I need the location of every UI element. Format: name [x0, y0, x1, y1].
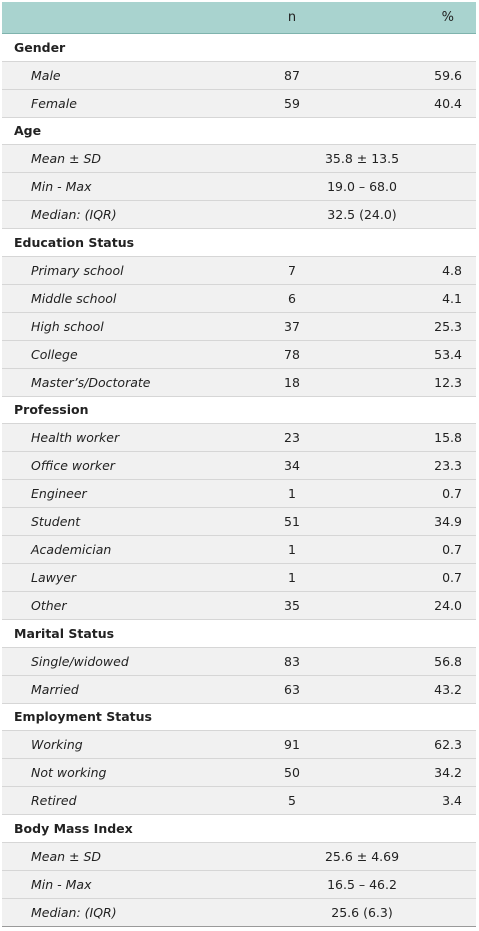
row-percent: 62.3	[434, 737, 462, 752]
row-percent: 23.3	[434, 458, 462, 473]
header-percent: %	[441, 10, 454, 25]
section-heading: Marital Status	[2, 620, 476, 648]
row-percent: 24.0	[434, 598, 462, 613]
row-label: Working	[31, 737, 83, 752]
section-heading: Age	[2, 118, 476, 146]
row-percent: 4.1	[442, 290, 462, 306]
row-label: Min - Max	[31, 179, 92, 194]
table-row	[2, 787, 476, 815]
row-percent: 3.4	[442, 793, 462, 808]
row-count: 34	[284, 458, 300, 473]
table-row	[2, 592, 476, 620]
row-percent: 0.7	[442, 486, 462, 501]
row-summary-value: 19.0 – 68.0	[327, 179, 397, 194]
row-count: 7	[288, 262, 296, 278]
table-row	[2, 369, 476, 397]
row-count: 1	[288, 486, 296, 501]
row-percent: 0.7	[442, 542, 462, 557]
table-row	[2, 508, 476, 536]
table-row	[2, 173, 476, 201]
row-percent: 25.3	[434, 318, 462, 334]
table-row	[2, 313, 476, 341]
row-label: Retired	[31, 793, 77, 808]
row-count: 91	[284, 737, 300, 752]
table-row	[2, 480, 476, 508]
row-label: Health worker	[31, 430, 120, 445]
table-row	[2, 341, 476, 369]
row-label: Office worker	[31, 458, 115, 473]
row-label: Married	[31, 681, 79, 697]
table-row	[2, 899, 476, 927]
section-heading: Gender	[2, 34, 476, 62]
row-label: Mean ± SD	[31, 151, 102, 166]
row-label: Min - Max	[31, 876, 92, 892]
section-heading: Education Status	[2, 229, 476, 257]
row-summary-value: 32.5 (24.0)	[327, 207, 397, 222]
table-row	[2, 90, 476, 118]
row-count: 1	[288, 570, 296, 585]
table-row	[2, 145, 476, 173]
table-row	[2, 648, 476, 676]
row-label: Other	[31, 598, 67, 613]
row-count: 87	[284, 67, 300, 83]
row-summary-value: 25.6 (6.3)	[331, 904, 393, 920]
row-count: 23	[284, 430, 300, 445]
row-summary-value: 16.5 – 46.2	[327, 876, 397, 892]
table-row	[2, 843, 476, 871]
table-body	[2, 34, 476, 927]
row-label: Male	[31, 67, 61, 83]
table-row	[2, 62, 476, 90]
row-label: Mean ± SD	[31, 848, 102, 864]
row-percent: 40.4	[434, 95, 462, 111]
row-summary-value: 35.8 ± 13.5	[324, 151, 400, 166]
table-row	[2, 759, 476, 787]
row-percent: 4.8	[442, 262, 462, 278]
table-row	[2, 536, 476, 564]
row-percent: 12.3	[434, 374, 462, 390]
row-label: Engineer	[31, 486, 87, 501]
row-label: Middle school	[31, 290, 117, 306]
section-heading: Profession	[2, 397, 476, 425]
row-label: College	[31, 346, 78, 362]
row-label: Female	[31, 95, 77, 111]
row-count: 63	[284, 681, 300, 697]
row-label: Academician	[31, 542, 112, 557]
row-label: Single/widowed	[31, 653, 129, 669]
row-label: Student	[31, 514, 81, 529]
row-percent: 53.4	[434, 346, 462, 362]
row-count: 6	[288, 290, 296, 306]
table-row	[2, 871, 476, 899]
row-label: Lawyer	[31, 570, 77, 585]
row-percent: 43.2	[434, 681, 462, 697]
table-row	[2, 731, 476, 759]
header-n: n	[287, 10, 297, 25]
row-count: 35	[284, 598, 300, 613]
row-label: Master’s/Doctorate	[31, 374, 151, 390]
row-percent: 0.7	[442, 570, 462, 585]
row-count: 83	[284, 653, 300, 669]
row-count: 50	[284, 765, 300, 780]
row-percent: 34.9	[434, 514, 462, 529]
table-row	[2, 564, 476, 592]
table-row	[2, 424, 476, 452]
table-row	[2, 452, 476, 480]
table-row	[2, 676, 476, 704]
row-label: Not working	[31, 765, 107, 780]
row-percent: 56.8	[434, 653, 462, 669]
table-header	[2, 2, 476, 34]
row-label: Median: (IQR)	[31, 207, 117, 222]
row-count: 51	[284, 514, 300, 529]
row-percent: 59.6	[434, 67, 462, 83]
row-count: 5	[288, 793, 296, 808]
row-percent: 34.2	[434, 765, 462, 780]
table-row	[2, 201, 476, 229]
row-count: 78	[284, 346, 300, 362]
table-row	[2, 285, 476, 313]
row-label: Primary school	[31, 262, 124, 278]
section-heading: Employment Status	[2, 704, 476, 732]
row-count: 37	[284, 318, 300, 334]
row-summary-value: 25.6 ± 4.69	[324, 848, 400, 864]
row-label: High school	[31, 318, 104, 334]
row-count: 18	[284, 374, 300, 390]
row-label: Median: (IQR)	[31, 904, 117, 920]
row-percent: 15.8	[434, 430, 462, 445]
table-row	[2, 257, 476, 285]
row-count: 1	[288, 542, 296, 557]
row-count: 59	[284, 95, 300, 111]
demographics-table	[2, 2, 476, 927]
section-heading: Body Mass Index	[2, 815, 476, 843]
